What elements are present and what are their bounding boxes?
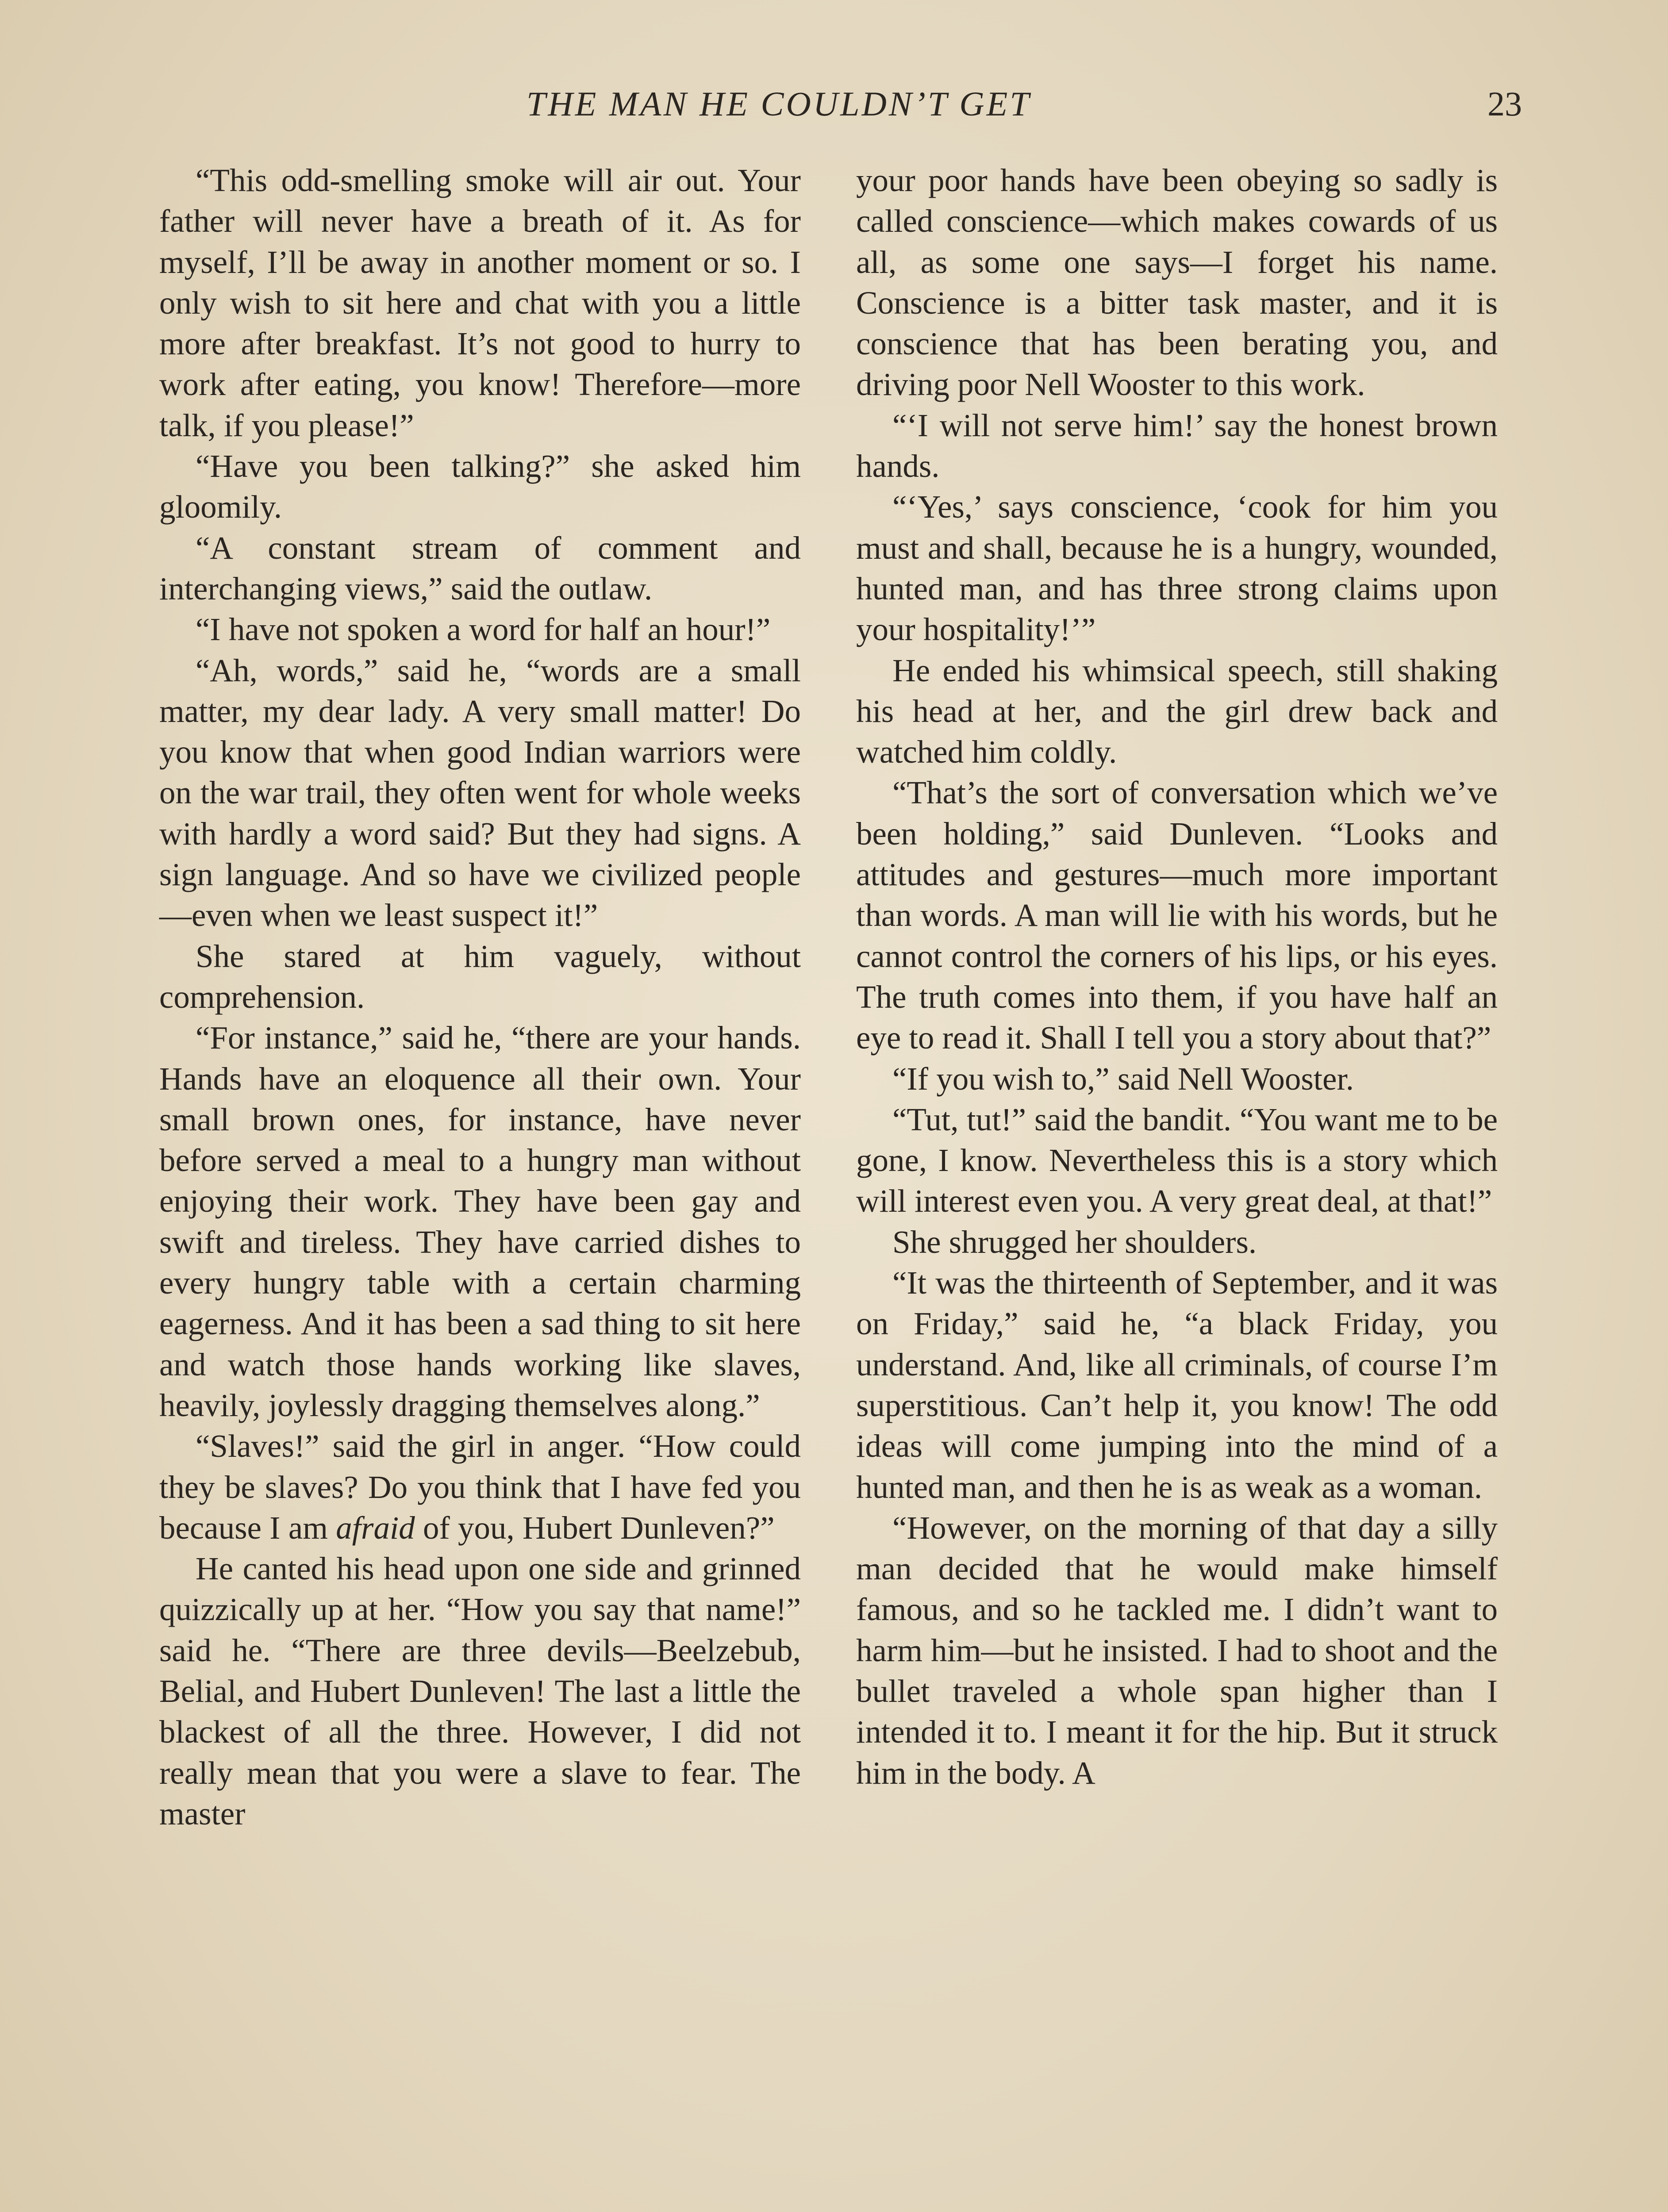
paragraph: “I have not spoken a word for half an hour!”: [196, 611, 771, 648]
paragraph: “‘I will not serve him!’ say the honest brown hands.: [856, 407, 1498, 484]
paragraph: “Tut, tut!” said the bandit. “You want me to be gone, I know. Nevertheless this is a story which will interest even you. A very great deal, at that!”: [856, 1101, 1498, 1219]
paragraph: “For instance,” said he, “there are your hands. Hands have an eloquence all their own. Your small brown ones, for instance, have never before served a meal to a hungry man without enjoying their work. They have been gay and swift and tireless. They have carried dishes to every hungry table with a certain charming eagerness. And it has been a sad thing to sit here and watch those hands working like slaves, heavily, joylessly dragging themselves along.”: [159, 1020, 801, 1423]
paragraph: “Ah, words,” said he, “words are a small matter, my dear lady. A very small matter! Do you know that when good Indian warriors were on the war trail, they often went for whole weeks with hardly a word said? But they had signs. A sign language. And so have we civilized people—even when we least suspect it!”: [159, 652, 801, 933]
right-text-column: [856, 160, 1498, 1793]
paragraph: “This odd-smelling smoke will air out. Your father will never have a breath of it. As for myself, I’ll be away in another moment or so. I only wish to sit here and chat with you a little more after breakfast. It’s not good to hurry to work after eating, you know! Therefore—more talk, if you please!”: [159, 162, 801, 443]
paragraph: She stared at him vaguely, without comprehension.: [159, 938, 801, 1015]
paragraph-continued: your poor hands have been obeying so sadly is called conscience—which makes cowards of us all, as some one says—I forget his name. Conscience is a bitter task master, and it is conscience that has been berating you, and driving poor Nell Wooster to this work.: [856, 162, 1498, 403]
paragraph: “A constant stream of comment and interchanging views,” said the outlaw.: [159, 530, 801, 607]
paragraph: “Have you been talking?” she asked him gloomily.: [159, 448, 801, 525]
paragraph: “‘Yes,’ says conscience, ‘cook for him you must and shall, because he is a hungry, wounded, hunted man, and has three strong claims upon your hospitality!’”: [856, 489, 1498, 648]
running-head-title: THE MAN HE COULDN’T GET: [527, 84, 1031, 123]
paragraph: “It was the thirteenth of September, and it was on Friday,” said he, “a black Friday, you understand. And, like all criminals, of course I’m superstitious. Can’t help it, you know! The odd ideas will come jumping into the mind of a hunted man, and then he is as weak as a woman.: [856, 1265, 1498, 1505]
paragraph: He ended his whimsical speech, still shaking his head at her, and the girl drew back and watched him coldly.: [856, 652, 1498, 770]
paragraph: “That’s the sort of conversation which we’ve been holding,” said Dunleven. “Looks and attitudes and gestures—much more important than words. A man will lie with his words, but he cannot control the corners of his lips, or his eyes. The truth comes into them, if you have half an eye to read it. Shall I tell you a story about that?”: [856, 775, 1498, 1056]
left-text-column: [159, 160, 801, 1834]
paragraph: “However, on the morning of that day a silly man decided that he would make himself famous, and so he tackled me. I didn’t want to harm him—but he insisted. I had to shoot and the bullet traveled a whole span higher than I intended it to. I meant it for the hip. But it struck him in the body. A: [856, 1509, 1498, 1791]
paragraph: “If you wish to,” said Nell Wooster.: [892, 1060, 1354, 1097]
paragraph: “Slaves!” said the girl in anger. “How could they be slaves? Do you think that I have fed you because I am afraid of you, Hubert Dunleven?”: [159, 1428, 801, 1546]
page-number: 23: [1487, 84, 1522, 123]
paragraph: He canted his head upon one side and grinned quizzically up at her. “How you say that name!” said he. “There are three devils—Beelzebub, Belial, and Hubert Dunleven! The last a little the blackest of all the three. However, I did not really mean that you were a slave to fear. The master: [159, 1551, 801, 1832]
paragraph: She shrugged her shoulders.: [892, 1224, 1257, 1260]
